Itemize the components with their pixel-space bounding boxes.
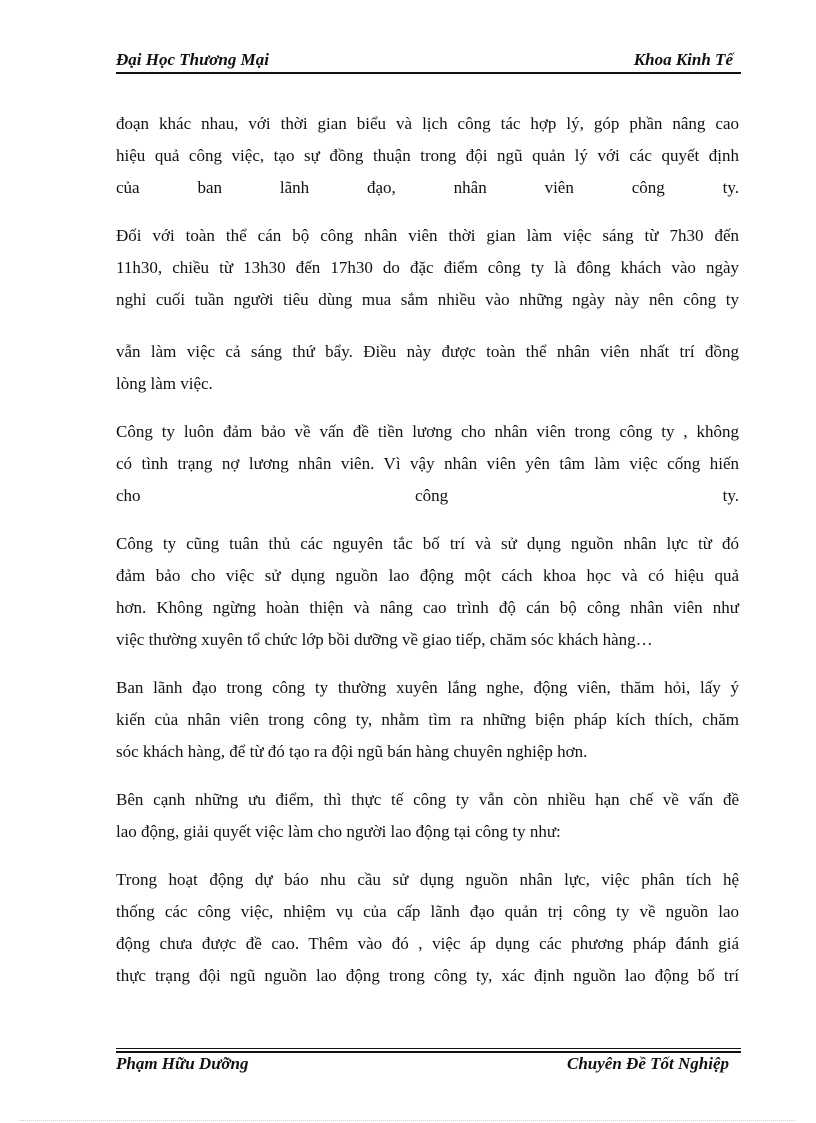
text-line: nghỉ cuối tuần người tiêu dùng mua sắm nhiều vào những ngày này nên công ty <box>116 290 739 309</box>
text-line: Đối với toàn thể cán bộ công nhân viên thời gian làm việc sáng từ 7h30 đến <box>116 226 739 245</box>
paragraph <box>116 864 739 992</box>
text-line: 11h30, chiều từ 13h30 đến 17h30 do đặc điểm công ty là đông khách vào ngày <box>116 258 739 277</box>
paragraph <box>116 416 739 512</box>
text-line: đảm bảo cho việc sử dụng nguồn lao động một cách khoa học và có hiệu quả <box>116 566 739 585</box>
text-line: của ban lãnh đạo, nhân viên công ty. <box>116 178 739 197</box>
text-line: sóc khách hàng, để từ đó tạo ra đội ngũ bán hàng chuyên nghiệp hơn. <box>116 742 588 761</box>
paragraph <box>116 528 739 656</box>
text-line: đoạn khác nhau, với thời gian biểu và lịch công tác hợp lý, góp phần nâng cao <box>116 114 739 133</box>
text-line: Công ty cũng tuân thủ các nguyên tắc bố trí và sử dụng nguồn nhân lực từ đó <box>116 534 739 553</box>
text-line: Ban lãnh đạo trong công ty thường xuyên lắng nghe, động viên, thăm hỏi, lấy ý <box>116 678 739 697</box>
page-header <box>116 50 741 72</box>
paragraph <box>116 108 739 204</box>
footer-rule-thick <box>116 1051 741 1053</box>
text-line: lao động, giải quyết việc làm cho người lao động tại công ty như: <box>116 822 561 841</box>
header-university: Đại Học Thương Mại <box>116 50 269 69</box>
text-line: vẫn làm việc cả sáng thứ bẩy. Điều này được toàn thể nhân viên nhất trí đồng <box>116 342 739 361</box>
text-line: cho công ty. <box>116 486 739 505</box>
document-body <box>116 108 739 992</box>
footer-document-type: Chuyên Đề Tốt Nghiệp <box>567 1054 729 1073</box>
text-line: Trong hoạt động dự báo nhu cầu sử dụng nguồn nhân lực, việc phân tích hệ <box>116 870 739 889</box>
text-line: có tình trạng nợ lương nhân viên. Vì vậy nhân viên yên tâm làm việc cống hiến <box>116 454 739 473</box>
page-footer <box>116 1054 741 1076</box>
text-line: hiệu quả công việc, tạo sự đồng thuận trong đội ngũ quản lý với các quyết định <box>116 146 739 165</box>
text-line: hơn. Không ngừng hoàn thiện và nâng cao trình độ cán bộ công nhân viên như <box>116 598 739 617</box>
text-line: Công ty luôn đảm bảo về vấn đề tiền lương cho nhân viên trong công ty , không <box>116 422 739 441</box>
text-line: thực trạng đội ngũ nguồn lao động trong công ty, xác định nguồn lao động bố trí <box>116 966 739 985</box>
paragraph <box>116 784 739 848</box>
header-faculty: Khoa Kinh Tế <box>633 50 733 69</box>
footer-author: Phạm Hữu Dưỡng <box>116 1054 249 1073</box>
text-line: kiến của nhân viên trong công ty, nhằm tìm ra những biện pháp kích thích, chăm <box>116 710 739 729</box>
footer-rule <box>116 1048 741 1049</box>
text-line: thống các công việc, nhiệm vụ của cấp lãnh đạo quản trị công ty về nguồn lao <box>116 902 739 921</box>
page-edge-divider <box>20 1120 796 1121</box>
text-line: Bên cạnh những ưu điểm, thì thực tế công ty vẫn còn nhiều hạn chế về vấn đề <box>116 790 739 809</box>
header-rule <box>116 72 741 74</box>
text-line: lòng làm việc. <box>116 374 213 393</box>
paragraph <box>116 672 739 768</box>
paragraph <box>116 220 739 400</box>
text-line: việc thường xuyên tổ chức lớp bồi dưỡng về giao tiếp, chăm sóc khách hàng… <box>116 630 653 649</box>
text-line: động chưa được đề cao. Thêm vào đó , việc áp dụng các phương pháp đánh giá <box>116 934 739 953</box>
